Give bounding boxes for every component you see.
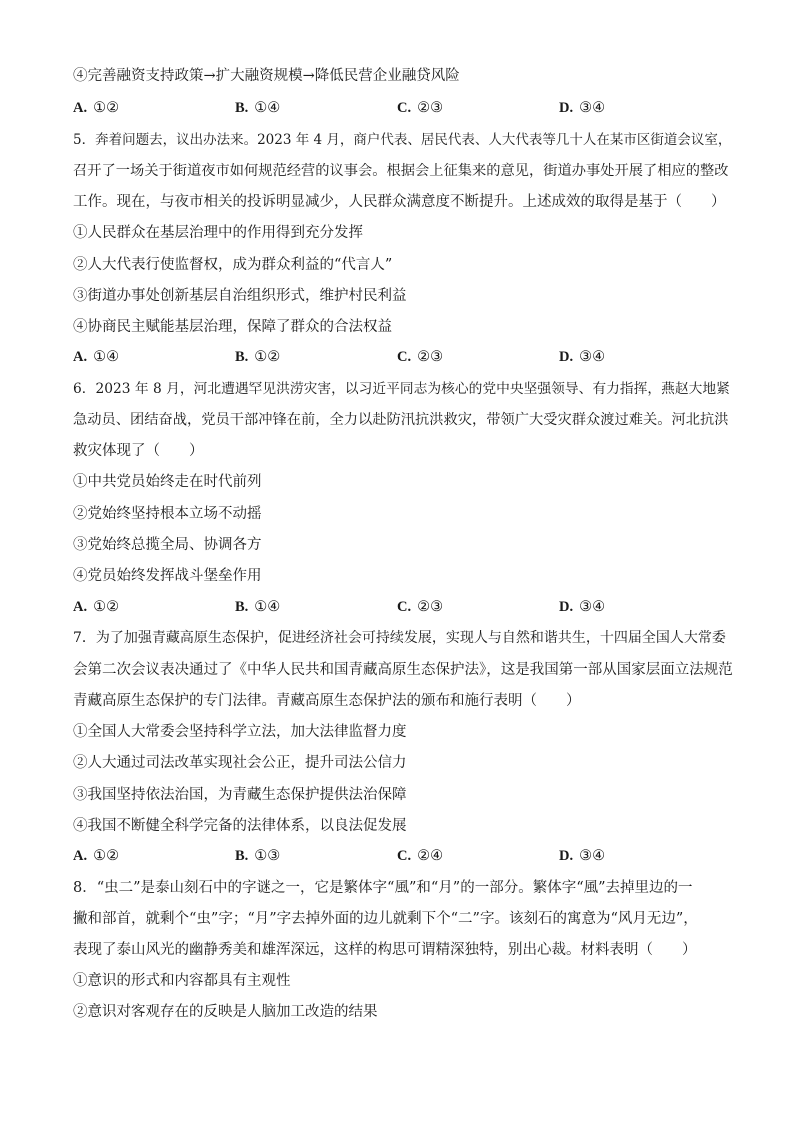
q4-statement-4: ④完善融资支持政策→扩大融资规模→降低民营企业融贷风险 xyxy=(73,68,460,84)
q7-statement-4: ④我国不断健全科学完备的法律体系，以良法促发展 xyxy=(73,818,407,834)
q7-statement-2: ②人大通过司法改革实现社会公正，提升司法公信力 xyxy=(73,755,407,771)
q8-stem-line: 表现了泰山风光的幽静秀美和雄浑深远，这样的构思可谓精深独特，别出心裁。材料表明（ ） xyxy=(73,942,697,958)
q6-option-c[interactable]: C. ②③ xyxy=(397,599,444,615)
q8-stem-line: 撇和部首，就剩个“虫”字；“月”字去掉外面的边儿就剩下个“二”字。该刻石的寓意为“风月无边”， xyxy=(73,911,698,927)
q7-stem-line: 青藏高原生态保护的专门法律。青藏高原生态保护法的颁布和施行表明（ ） xyxy=(73,693,581,709)
q7-statement-1: ①全国人大常委会坚持科学立法，加大法律监督力度 xyxy=(73,724,407,740)
q6-statement-1: ①中共党员始终走在时代前列 xyxy=(73,474,262,490)
q8-stem-line: 8．“虫二”是泰山刻石中的字谜之一，它是繁体字“風”和“月”的一部分。繁体字“風”去掉里边的一 xyxy=(73,880,693,896)
q5-statement-3: ③街道办事处创新基层自治组织形式，维护村民利益 xyxy=(73,288,407,304)
q5-option-a[interactable]: A. ①④ xyxy=(73,349,120,365)
q5-statement-4: ④协商民主赋能基层治理，保障了群众的合法权益 xyxy=(73,319,392,335)
q6-option-a[interactable]: A. ①② xyxy=(73,599,120,615)
q6-statement-4: ④党员始终发挥战斗堡垒作用 xyxy=(73,568,262,584)
q7-statement-3: ③我国坚持依法治国，为青藏生态保护提供法治保障 xyxy=(73,787,407,803)
q6-statement-3: ③党始终总揽全局、协调各方 xyxy=(73,537,262,553)
q7-option-b[interactable]: B. ①③ xyxy=(235,848,281,864)
q7-stem-line: 7．为了加强青藏高原生态保护，促进经济社会可持续发展，实现人与自然和谐共生，十四届全国人大常委 xyxy=(73,630,726,646)
q4-option-b[interactable]: B. ①④ xyxy=(235,100,281,116)
q5-statement-2: ②人大代表行使监督权，成为群众利益的“代言人” xyxy=(73,257,393,273)
q4-options xyxy=(73,98,723,118)
q8-statement-1: ①意识的形式和内容都具有主观性 xyxy=(73,973,291,989)
q7-options xyxy=(73,846,723,866)
q8-statement-2: ②意识对客观存在的反映是人脑加工改造的结果 xyxy=(73,1004,378,1020)
q6-stem-line: 急动员、团结奋战，党员干部冲锋在前，全力以赴防汛抗洪救灾，带领广大受灾群众渡过难关。河北抗洪 xyxy=(73,412,729,428)
q6-stem-line: 6．2023 年 8 月，河北遭遇罕见洪涝灾害，以习近平同志为核心的党中央坚强领导、有力指挥，燕赵大地紧 xyxy=(73,381,730,397)
q4-option-c[interactable]: C. ②③ xyxy=(397,100,444,116)
q6-stem-line: 救灾体现了（ ） xyxy=(73,443,204,459)
q7-option-a[interactable]: A. ①② xyxy=(73,848,120,864)
q4-option-d[interactable]: D. ③④ xyxy=(559,100,606,116)
q5-option-d[interactable]: D. ③④ xyxy=(559,349,606,365)
q5-options xyxy=(73,347,723,367)
q4-option-a[interactable]: A. ①② xyxy=(73,100,120,116)
q5-stem-line: 工作。现在，与夜市相关的投诉明显减少，人民群众满意度不断提升。上述成效的取得是基于（ ） xyxy=(73,194,726,210)
q5-stem-line: 召开了一场关于街道夜市如何规范经营的议事会。根据会上征集来的意见，街道办事处开展了相应的整改 xyxy=(73,163,729,179)
q6-options xyxy=(73,597,723,617)
q6-statement-2: ②党始终坚持根本立场不动摇 xyxy=(73,506,262,522)
q6-option-d[interactable]: D. ③④ xyxy=(559,599,606,615)
q7-stem-line: 会第二次会议表决通过了《中华人民共和国青藏高原生态保护法》，这是我国第一部从国家层面立法规范 xyxy=(73,662,733,678)
q7-option-c[interactable]: C. ②④ xyxy=(397,848,444,864)
q5-stem-line: 5．奔着问题去，议出办法来。2023 年 4 月，商户代表、居民代表、人大代表等几十人在某市区街道会议室， xyxy=(73,132,732,148)
q6-option-b[interactable]: B. ①④ xyxy=(235,599,281,615)
q5-statement-1: ①人民群众在基层治理中的作用得到充分发挥 xyxy=(73,225,363,241)
q5-option-c[interactable]: C. ②③ xyxy=(397,349,444,365)
q5-option-b[interactable]: B. ①② xyxy=(235,349,281,365)
q7-option-d[interactable]: D. ③④ xyxy=(559,848,606,864)
